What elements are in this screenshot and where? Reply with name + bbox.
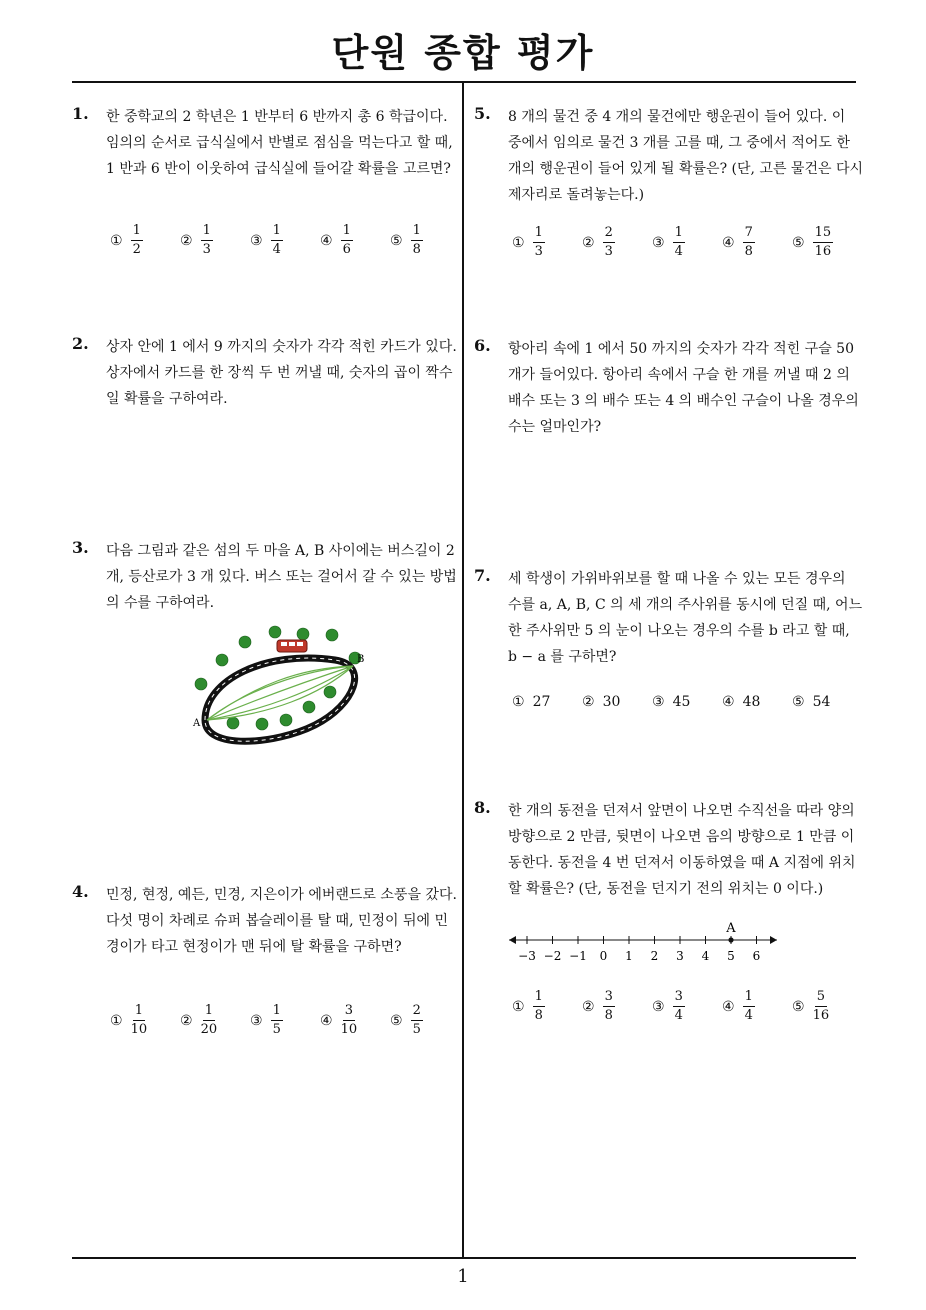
choice-mark: ⑤ — [390, 232, 403, 249]
fraction — [813, 990, 830, 1023]
arrow-left-icon — [509, 936, 516, 944]
question-3 — [72, 538, 461, 616]
tick-label: −1 — [569, 949, 587, 963]
question-number: 1. — [72, 104, 89, 123]
answer-choices — [512, 990, 862, 1023]
choice-mark: ④ — [722, 234, 735, 251]
fraction — [743, 990, 755, 1023]
tick-label: 3 — [676, 949, 684, 963]
denominator: 8 — [412, 242, 421, 257]
choice-5[interactable] — [390, 224, 460, 257]
question-text: 세 학생이 가위바위보를 할 때 나올 수 있는 모든 경우의 수를 a, A, B, C 의 세 개의 주사위를 동시에 던질 때, 어느 한 주사위만 5 의 눈이 나오는 경우의 수를 b 라고 할 때, b − a 를 구하면? — [508, 571, 863, 665]
denominator: 5 — [272, 1022, 281, 1037]
fraction — [201, 1004, 218, 1037]
choice-2[interactable] — [582, 990, 652, 1023]
choice-4[interactable] — [722, 990, 792, 1023]
question-number: 2. — [72, 334, 89, 353]
page-title: 단원 종합 평가 — [331, 31, 595, 75]
tick-label: −3 — [518, 949, 536, 963]
fraction — [271, 1004, 283, 1037]
denominator: 16 — [812, 1008, 830, 1023]
choice-mark: ① — [512, 998, 525, 1015]
choice-2[interactable] — [180, 224, 250, 257]
question-2 — [72, 334, 461, 412]
fraction — [131, 224, 143, 257]
label-b: B — [357, 654, 365, 665]
question-7 — [474, 566, 863, 670]
tick-label: 1 — [625, 949, 633, 963]
denominator: 4 — [674, 244, 683, 259]
choice-mark: ① — [110, 232, 123, 249]
question-number: 3. — [72, 538, 89, 557]
denominator: 8 — [534, 1008, 543, 1023]
tick-label: 6 — [752, 949, 761, 963]
choice-3[interactable] — [652, 226, 722, 259]
denominator: 2 — [132, 242, 141, 257]
choice-mark: ② — [180, 232, 193, 249]
question-number: 6. — [474, 336, 491, 355]
choice-1[interactable] — [512, 226, 582, 259]
choice-mark: ② — [582, 234, 595, 251]
numerator: 1 — [533, 990, 545, 1007]
choice-value: 27 — [532, 694, 551, 710]
choice-2[interactable] — [582, 694, 652, 710]
question-number: 4. — [72, 882, 89, 901]
tick-label: 4 — [701, 949, 710, 963]
choice-mark: ② — [582, 998, 595, 1015]
point-a-marker — [728, 937, 733, 942]
number-line — [505, 918, 785, 966]
question-number: 5. — [474, 104, 491, 123]
question-6 — [474, 336, 863, 440]
choice-mark: ⑤ — [390, 1012, 403, 1029]
numerator: 1 — [201, 224, 213, 241]
question-text: 한 중학교의 2 학년은 1 반부터 6 반까지 총 6 학급이다. 임의의 순서로 급식실에서 반별로 점심을 먹는다고 할 때, 1 반과 6 반이 이웃하여 급식실에 들어갈 확률을 고르면? — [106, 109, 453, 177]
choice-2[interactable] — [180, 1004, 250, 1037]
fraction — [673, 226, 685, 259]
label-a: A — [193, 718, 201, 729]
choice-mark: ③ — [652, 234, 665, 251]
numerator: 3 — [673, 990, 685, 1007]
answer-choices — [110, 1004, 460, 1037]
choice-value: 45 — [672, 694, 691, 710]
fraction — [341, 1004, 358, 1037]
fraction — [603, 226, 615, 259]
numerator: 1 — [341, 224, 353, 241]
choice-mark: ⑤ — [792, 234, 805, 251]
numerator: 1 — [203, 1004, 215, 1021]
numerator: 3 — [603, 990, 615, 1007]
tick-label: 2 — [650, 949, 659, 963]
choice-1[interactable] — [110, 1004, 180, 1037]
choice-mark: ④ — [320, 1012, 333, 1029]
choice-4[interactable] — [320, 1004, 390, 1037]
numerator: 1 — [411, 224, 423, 241]
question-1 — [72, 104, 461, 182]
fraction — [271, 224, 283, 257]
arrow-right-icon — [770, 936, 777, 944]
question-4 — [72, 882, 461, 960]
answer-choices — [512, 226, 862, 259]
fraction — [411, 224, 423, 257]
choice-mark: ② — [180, 1012, 193, 1029]
denominator: 3 — [604, 244, 613, 259]
numerator: 2 — [411, 1004, 423, 1021]
choice-mark: ④ — [722, 694, 735, 710]
choice-1[interactable] — [110, 224, 180, 257]
choice-mark: ① — [110, 1012, 123, 1029]
point-a-label: A — [726, 921, 736, 936]
choice-value: 48 — [742, 694, 761, 710]
answer-choices — [110, 224, 460, 257]
choice-value: 54 — [812, 694, 831, 710]
choice-3[interactable] — [250, 224, 320, 257]
fraction — [533, 226, 545, 259]
denominator: 5 — [412, 1022, 421, 1037]
column-divider — [462, 83, 464, 1257]
fraction — [131, 1004, 148, 1037]
numerator: 1 — [131, 224, 143, 241]
choice-3[interactable] — [652, 694, 722, 710]
numerator: 2 — [603, 226, 615, 243]
choice-5[interactable] — [792, 694, 862, 710]
denominator: 20 — [200, 1022, 218, 1037]
numerator: 1 — [743, 990, 755, 1007]
denominator: 3 — [202, 242, 211, 257]
fraction — [341, 224, 353, 257]
numerator: 1 — [533, 226, 545, 243]
numerator: 5 — [815, 990, 827, 1007]
choice-value: 30 — [602, 694, 621, 710]
bus-icon — [277, 640, 307, 652]
denominator: 4 — [674, 1008, 683, 1023]
choice-mark: ③ — [652, 694, 665, 710]
choice-mark: ③ — [250, 232, 263, 249]
numerator: 1 — [271, 1004, 283, 1021]
bottom-rule — [72, 1257, 856, 1259]
question-text: 8 개의 물건 중 4 개의 물건에만 행운권이 들어 있다. 이 중에서 임의로 물건 3 개를 고를 때, 그 중에서 적어도 한 개의 행운권이 들어 있게 될 확률은? (단, 고른 물건은 다시 제자리로 돌려놓는다.) — [508, 109, 863, 203]
choice-4[interactable] — [320, 224, 390, 257]
choice-mark: ② — [582, 694, 595, 710]
choice-3[interactable] — [250, 1004, 320, 1037]
denominator: 8 — [604, 1008, 613, 1023]
choice-mark: ④ — [320, 232, 333, 249]
top-rule — [72, 81, 856, 83]
fraction — [813, 226, 834, 259]
choice-mark: ① — [512, 694, 525, 710]
choice-5[interactable] — [390, 1004, 460, 1037]
fraction — [533, 990, 545, 1023]
page-number: 1 — [457, 1266, 469, 1287]
numerator: 1 — [673, 226, 685, 243]
question-text: 다음 그림과 같은 섬의 두 마을 A, B 사이에는 버스길이 2 개, 등산로가 3 개 있다. 버스 또는 걸어서 갈 수 있는 방법의 수를 구하여라. — [106, 543, 457, 611]
choice-4[interactable] — [722, 694, 792, 710]
choice-3[interactable] — [652, 990, 722, 1023]
question-text: 상자 안에 1 에서 9 까지의 숫자가 각각 적힌 카드가 있다. 상자에서 카드를 한 장씩 두 번 꺼낼 때, 숫자의 곱이 짝수일 확률을 구하여라. — [106, 339, 457, 407]
numerator: 3 — [343, 1004, 355, 1021]
answer-choices — [512, 694, 862, 710]
denominator: 4 — [272, 242, 281, 257]
island-road-figure — [185, 620, 375, 755]
denominator: 8 — [744, 244, 753, 259]
tick-label: 5 — [727, 949, 735, 963]
choice-5[interactable] — [792, 226, 862, 259]
denominator: 6 — [342, 242, 351, 257]
numerator: 15 — [813, 226, 834, 243]
question-text: 항아리 속에 1 에서 50 까지의 숫자가 각각 적힌 구슬 50 개가 들어있다. 항아리 속에서 구슬 한 개를 꺼낼 때 2 의 배수 또는 3 의 배수 또는 4 의 배수인 구슬이 나올 경우의 수는 얼마인가? — [508, 341, 859, 435]
choice-4[interactable] — [722, 226, 792, 259]
fraction — [411, 1004, 423, 1037]
denominator: 10 — [340, 1022, 358, 1037]
question-8 — [474, 798, 863, 902]
choice-2[interactable] — [582, 226, 652, 259]
choice-1[interactable] — [512, 990, 582, 1023]
choice-mark: ① — [512, 234, 525, 251]
tick-label: 0 — [599, 949, 608, 963]
fraction — [603, 990, 615, 1023]
choice-mark: ④ — [722, 998, 735, 1015]
numerator: 1 — [271, 224, 283, 241]
bus-road — [205, 658, 355, 741]
fraction — [201, 224, 213, 257]
question-number: 7. — [474, 566, 491, 585]
denominator: 3 — [534, 244, 543, 259]
choice-5[interactable] — [792, 990, 862, 1023]
question-number: 8. — [474, 798, 491, 817]
tick-label: −2 — [543, 949, 562, 963]
denominator: 4 — [744, 1008, 753, 1023]
choice-mark: ③ — [652, 998, 665, 1015]
question-text: 민정, 현정, 예든, 민경, 지은이가 에버랜드로 소풍을 갔다. 다섯 명이 차례로 슈퍼 봅슬레이를 탈 때, 민정이 뒤에 민경이가 타고 현정이가 맨 뒤에 탈 확률을 구하면? — [106, 887, 457, 955]
denominator: 10 — [130, 1022, 148, 1037]
choice-mark: ③ — [250, 1012, 263, 1029]
question-text: 한 개의 동전을 던져서 앞면이 나오면 수직선을 따라 양의 방향으로 2 만큼, 뒷면이 나오면 음의 방향으로 1 만큼 이동한다. 동전을 4 번 던져서 이동하였을 때 A 지점에 위치할 확률은? (단, 동전을 던지기 전의 위치는 0 이다.) — [508, 803, 856, 897]
choice-mark: ⑤ — [792, 694, 805, 710]
question-5 — [474, 104, 863, 208]
fraction — [743, 226, 755, 259]
numerator: 7 — [743, 226, 755, 243]
fraction — [673, 990, 685, 1023]
numerator: 1 — [133, 1004, 145, 1021]
denominator: 16 — [814, 244, 832, 259]
choice-mark: ⑤ — [792, 998, 805, 1015]
choice-1[interactable] — [512, 694, 582, 710]
